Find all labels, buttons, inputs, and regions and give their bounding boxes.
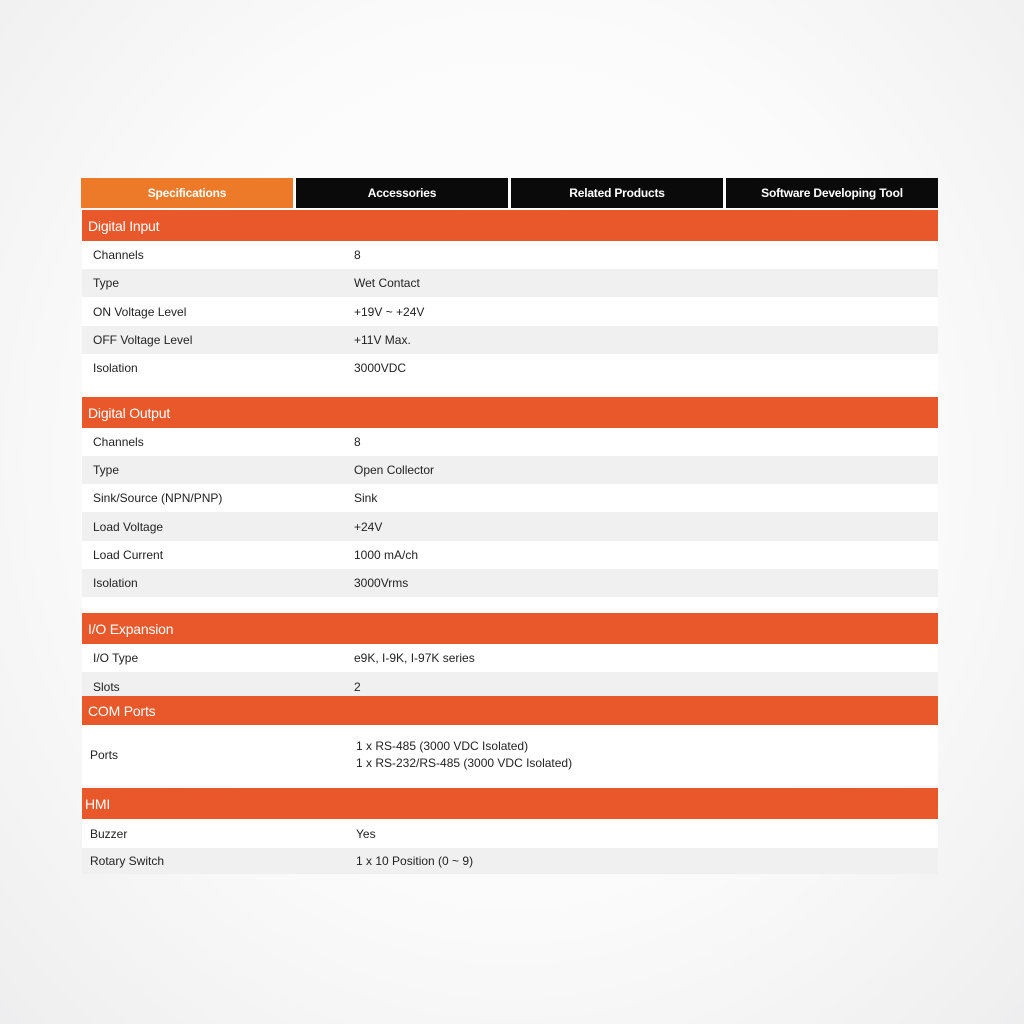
spec-value: 3000VDC [354, 361, 407, 375]
spec-value: 3000Vrms [354, 576, 409, 590]
spec-value: 2 [354, 680, 361, 694]
spec-value: +24V [354, 519, 383, 534]
section-title: Digital Input [82, 210, 938, 241]
spec-label: Channels [93, 435, 144, 449]
tab-accessories[interactable]: Accessories [296, 178, 508, 208]
spec-row [82, 672, 938, 696]
spec-tabs [81, 178, 938, 208]
spec-value: Wet Contact [354, 276, 420, 290]
spec-value-line: 1 x RS-485 (3000 VDC Isolated) [356, 739, 529, 753]
spec-label: Type [93, 276, 120, 290]
spec-label: Load Voltage [93, 519, 164, 534]
spec-row [82, 725, 938, 785]
spec-row [82, 269, 938, 297]
spec-value [354, 738, 938, 772]
spec-label: OFF Voltage Level [93, 333, 193, 347]
spec-row [82, 644, 938, 672]
spec-label: I/O Type [93, 651, 139, 665]
spec-row [82, 297, 938, 326]
spec-label: Buzzer [90, 826, 128, 841]
spec-label: Rotary Switch [90, 854, 165, 868]
spec-value: 8 [354, 248, 361, 262]
spec-label: Channels [93, 248, 144, 262]
section-io-expansion [82, 613, 938, 696]
spec-row [82, 241, 938, 269]
spec-value: Sink [354, 491, 378, 505]
spec-value: Open Collector [354, 463, 435, 477]
spec-row [82, 512, 938, 541]
spec-row [82, 541, 938, 569]
spec-value: e9K, I-9K, I-97K series [354, 651, 475, 665]
tab-related-products[interactable]: Related Products [511, 178, 723, 208]
spec-value: 8 [354, 435, 361, 449]
spec-value: +19V ~ +24V [354, 304, 425, 319]
spec-label: Ports [90, 748, 119, 762]
section-title: Digital Output [82, 397, 938, 428]
spec-row [82, 428, 938, 456]
section-digital-output [82, 397, 938, 613]
spec-label: ON Voltage Level [93, 304, 187, 319]
section-hmi [82, 788, 938, 874]
spec-value: 1000 mA/ch [354, 548, 419, 562]
spec-row [82, 484, 938, 512]
spec-row [82, 354, 938, 382]
spec-label: Slots [93, 680, 120, 694]
section-spacer [82, 597, 938, 613]
spec-label: Isolation [93, 361, 138, 375]
tab-software-developing-tool[interactable]: Software Developing Tool [726, 178, 938, 208]
spec-value: 1 x 10 Position (0 ~ 9) [356, 854, 474, 868]
spec-label: Sink/Source (NPN/PNP) [93, 491, 223, 505]
section-title: I/O Expansion [82, 613, 938, 644]
spec-row [82, 848, 938, 874]
section-title: COM Ports [82, 696, 938, 725]
spec-row [82, 819, 938, 848]
section-com-ports [82, 696, 938, 785]
section-spacer [82, 382, 938, 397]
spec-value-line: 1 x RS-232/RS-485 (3000 VDC Isolated) [356, 756, 573, 770]
spec-value: Yes [356, 826, 376, 841]
spec-row [82, 569, 938, 597]
tab-specifications[interactable]: Specifications [81, 178, 293, 208]
spec-label: Load Current [93, 548, 164, 562]
spec-label: Isolation [93, 576, 138, 590]
spec-row [82, 456, 938, 484]
spec-label: Type [93, 463, 120, 477]
section-title: HMI [82, 788, 938, 819]
spec-value: +11V Max. [354, 333, 411, 347]
spec-row [82, 326, 938, 354]
section-digital-input [82, 210, 938, 397]
